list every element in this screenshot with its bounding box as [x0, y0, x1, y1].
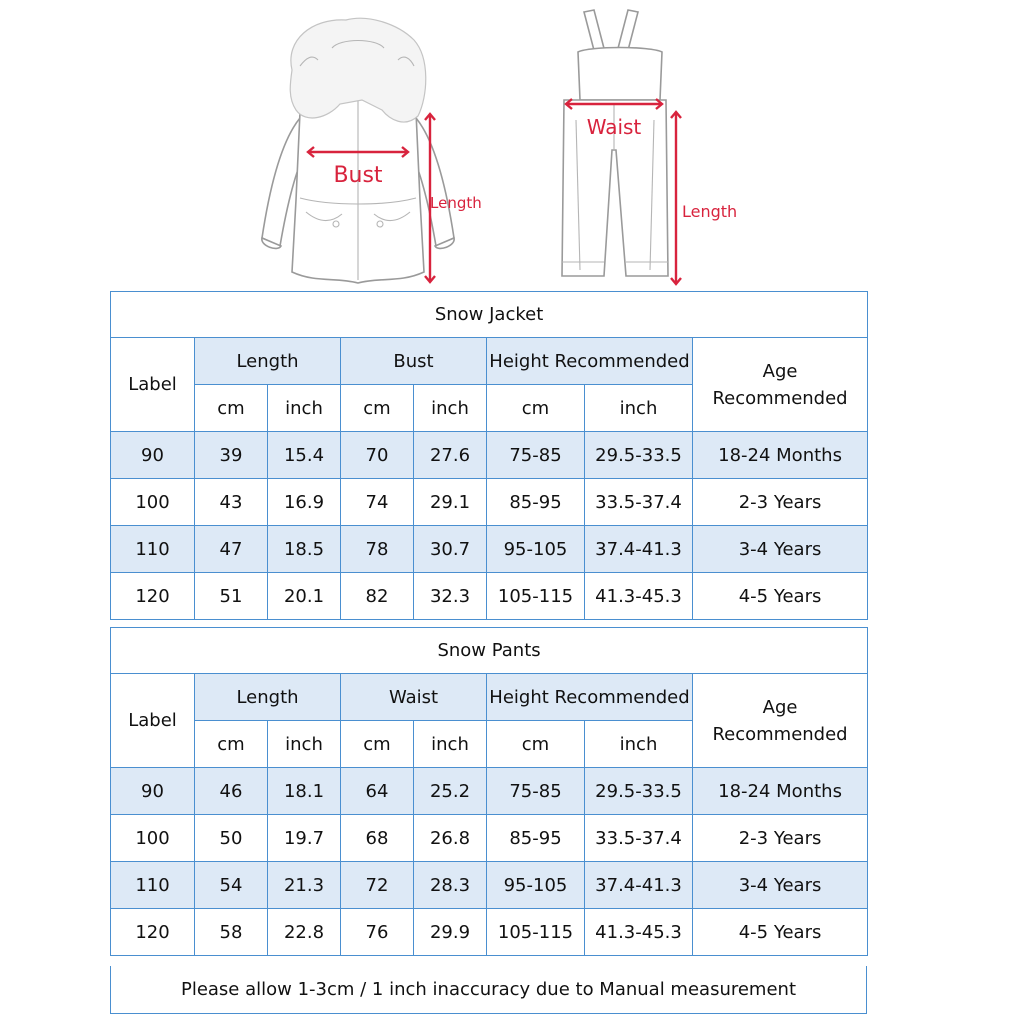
size-label: 120 — [111, 573, 195, 620]
table-row — [111, 573, 868, 620]
length-cm: 54 — [195, 862, 268, 909]
size-label: 110 — [111, 862, 195, 909]
height-recommended-header: Height Recommended — [487, 674, 693, 721]
age: 4-5 Years — [693, 909, 868, 956]
age-header-line1: Age — [762, 696, 798, 718]
measurement-note: Please allow 1-3cm / 1 inch inaccuracy due to Manual measurement — [110, 966, 867, 1014]
snow-pants-size-table — [110, 627, 868, 956]
height-cm-header: cm — [487, 385, 585, 432]
height-cm: 105-115 — [487, 573, 585, 620]
length-cm: 39 — [195, 432, 268, 479]
age-header-line1: Age — [762, 360, 798, 382]
table-row — [111, 862, 868, 909]
size-label: 90 — [111, 432, 195, 479]
length-cm: 43 — [195, 479, 268, 526]
length-cm-header: cm — [195, 385, 268, 432]
table-row — [111, 909, 868, 956]
height-inch: 29.5-33.5 — [585, 432, 693, 479]
age: 4-5 Years — [693, 573, 868, 620]
table-row — [111, 815, 868, 862]
height-inch: 29.5-33.5 — [585, 768, 693, 815]
table-row — [111, 526, 868, 573]
garment-illustrations — [0, 0, 1024, 292]
length-header: Length — [195, 338, 341, 385]
waist-inch: 25.2 — [414, 768, 487, 815]
age: 2-3 Years — [693, 479, 868, 526]
length-cm-header: cm — [195, 721, 268, 768]
height-cm-header: cm — [487, 721, 585, 768]
bust-cm: 82 — [341, 573, 414, 620]
length-header: Length — [195, 674, 341, 721]
age-header-line2: Recommended — [712, 723, 848, 745]
height-inch-header: inch — [585, 385, 693, 432]
length-cm: 46 — [195, 768, 268, 815]
height-inch-header: inch — [585, 721, 693, 768]
waist-cm: 64 — [341, 768, 414, 815]
size-label: 100 — [111, 479, 195, 526]
length-cm: 58 — [195, 909, 268, 956]
length-inch-header: inch — [268, 721, 341, 768]
waist-cm: 68 — [341, 815, 414, 862]
height-inch: 33.5-37.4 — [585, 479, 693, 526]
waist-header: Waist — [341, 674, 487, 721]
age-header-line2: Recommended — [712, 387, 848, 409]
length-inch: 19.7 — [268, 815, 341, 862]
waist-label: Waist — [586, 115, 642, 139]
snow-jacket-size-table — [110, 291, 868, 620]
height-inch: 41.3-45.3 — [585, 909, 693, 956]
height-cm: 85-95 — [487, 815, 585, 862]
height-inch: 37.4-41.3 — [585, 862, 693, 909]
length-inch: 22.8 — [268, 909, 341, 956]
table-row — [111, 768, 868, 815]
bust-inch-header: inch — [414, 385, 487, 432]
bust-cm: 74 — [341, 479, 414, 526]
jacket-drawing — [262, 18, 482, 283]
table-row — [111, 479, 868, 526]
length-inch-header: inch — [268, 385, 341, 432]
height-cm: 85-95 — [487, 479, 585, 526]
height-cm: 75-85 — [487, 768, 585, 815]
waist-cm: 72 — [341, 862, 414, 909]
bust-inch: 27.6 — [414, 432, 487, 479]
garment-illustrations-svg — [0, 0, 1024, 292]
height-cm: 95-105 — [487, 526, 585, 573]
snow-pants-title: Snow Pants — [111, 628, 868, 674]
bust-inch: 32.3 — [414, 573, 487, 620]
size-label: 90 — [111, 768, 195, 815]
size-label: 110 — [111, 526, 195, 573]
size-label: 120 — [111, 909, 195, 956]
size-label: 100 — [111, 815, 195, 862]
age-recommended-header — [693, 338, 868, 432]
length-cm: 50 — [195, 815, 268, 862]
length-inch: 16.9 — [268, 479, 341, 526]
length-inch: 18.1 — [268, 768, 341, 815]
age-recommended-header — [693, 674, 868, 768]
waist-cm: 76 — [341, 909, 414, 956]
length-inch: 21.3 — [268, 862, 341, 909]
age: 2-3 Years — [693, 815, 868, 862]
height-cm: 95-105 — [487, 862, 585, 909]
pants-drawing — [562, 10, 737, 284]
bust-cm: 70 — [341, 432, 414, 479]
height-inch: 41.3-45.3 — [585, 573, 693, 620]
waist-cm-header: cm — [341, 721, 414, 768]
waist-inch: 28.3 — [414, 862, 487, 909]
age: 18-24 Months — [693, 432, 868, 479]
height-cm: 105-115 — [487, 909, 585, 956]
height-inch: 37.4-41.3 — [585, 526, 693, 573]
bust-header: Bust — [341, 338, 487, 385]
label-header: Label — [111, 674, 195, 768]
length-inch: 18.5 — [268, 526, 341, 573]
length-inch: 20.1 — [268, 573, 341, 620]
label-header: Label — [111, 338, 195, 432]
height-inch: 33.5-37.4 — [585, 815, 693, 862]
length-cm: 51 — [195, 573, 268, 620]
height-recommended-header: Height Recommended — [487, 338, 693, 385]
bust-cm-header: cm — [341, 385, 414, 432]
age: 3-4 Years — [693, 526, 868, 573]
length-cm: 47 — [195, 526, 268, 573]
waist-inch-header: inch — [414, 721, 487, 768]
height-cm: 75-85 — [487, 432, 585, 479]
bust-cm: 78 — [341, 526, 414, 573]
bust-inch: 30.7 — [414, 526, 487, 573]
jacket-length-label: Length — [430, 194, 482, 212]
table-row — [111, 432, 868, 479]
bust-label: Bust — [333, 163, 383, 188]
waist-inch: 26.8 — [414, 815, 487, 862]
age: 18-24 Months — [693, 768, 868, 815]
snow-jacket-title: Snow Jacket — [111, 292, 868, 338]
age: 3-4 Years — [693, 862, 868, 909]
length-inch: 15.4 — [268, 432, 341, 479]
waist-inch: 29.9 — [414, 909, 487, 956]
bust-inch: 29.1 — [414, 479, 487, 526]
pants-length-label: Length — [682, 202, 738, 221]
